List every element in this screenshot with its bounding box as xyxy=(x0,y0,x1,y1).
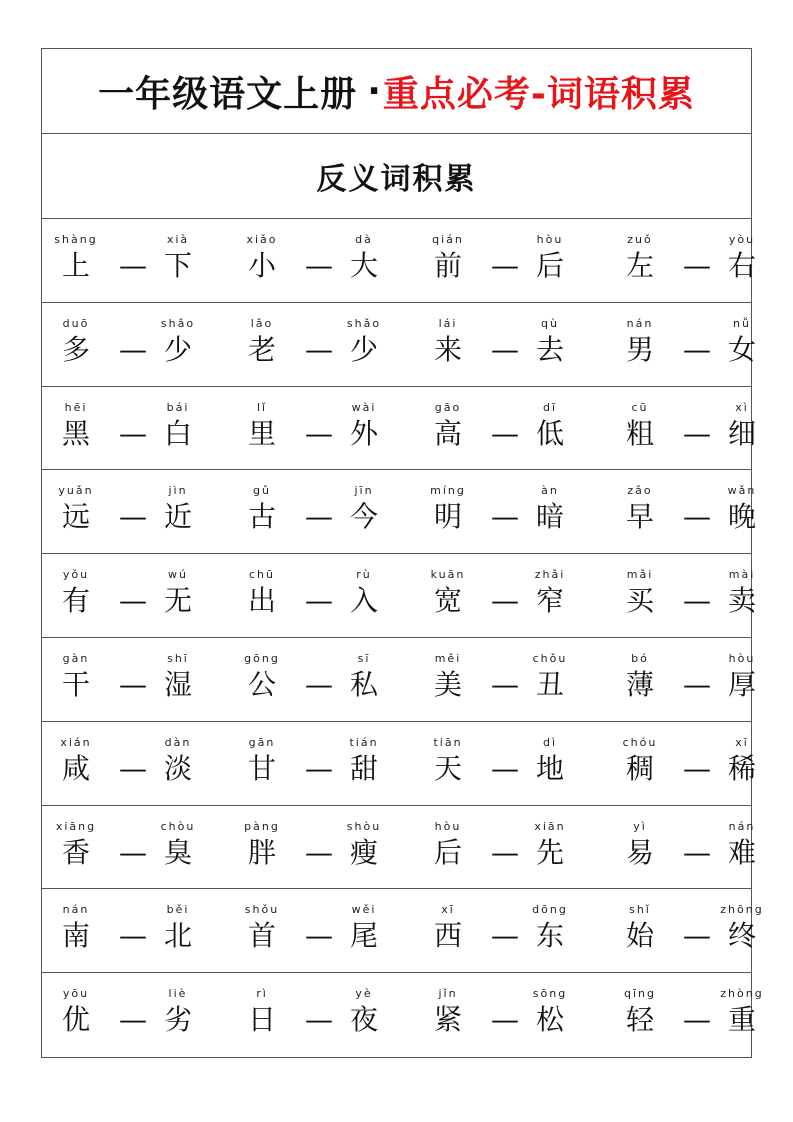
pinyin-second: yè xyxy=(355,987,373,1001)
pinyin-first: qīng xyxy=(624,987,656,1001)
pinyin-first: jǐn xyxy=(438,987,458,1001)
dash-separator: — xyxy=(119,751,147,785)
dash-separator: — xyxy=(491,835,519,869)
antonym-pair xyxy=(612,554,782,637)
antonym-pair xyxy=(420,638,590,721)
antonym-pair xyxy=(612,806,782,889)
dash-separator: — xyxy=(119,667,147,701)
antonym-pair xyxy=(48,387,218,470)
dash-separator: — xyxy=(683,1003,711,1037)
hanzi-first: 左 xyxy=(625,249,654,282)
hanzi-second: 私 xyxy=(349,667,378,701)
antonym-pair xyxy=(234,470,404,553)
dash-separator: — xyxy=(491,500,519,534)
hanzi-second: 晚 xyxy=(727,500,756,534)
pinyin-second: dì xyxy=(542,735,558,749)
pinyin-first: qián xyxy=(432,233,464,246)
dash-separator: — xyxy=(305,919,333,953)
pinyin-first: zǎo xyxy=(627,484,653,498)
antonym-pair xyxy=(234,722,404,805)
hanzi-second: 臭 xyxy=(163,835,192,869)
pinyin-first: xián xyxy=(60,735,92,749)
pinyin-second: bái xyxy=(166,400,190,414)
antonym-pair xyxy=(234,889,404,972)
pinyin-first: gān xyxy=(248,735,276,749)
antonym-pair xyxy=(48,219,218,302)
antonym-pair xyxy=(48,806,218,889)
hanzi-second: 淡 xyxy=(163,751,192,785)
hanzi-first: 多 xyxy=(61,332,90,366)
hanzi-second: 大 xyxy=(349,249,378,282)
dash-separator: — xyxy=(305,332,333,366)
pinyin-first: lǐ xyxy=(256,400,268,414)
pinyin-first: zuǒ xyxy=(627,233,653,246)
pinyin-second: xì xyxy=(735,400,749,414)
pinyin-second: wěi xyxy=(351,903,377,917)
antonym-pair xyxy=(48,889,218,972)
antonym-pair xyxy=(48,554,218,637)
pinyin-second: nǚ xyxy=(733,316,751,330)
pinyin-first: kuān xyxy=(430,568,466,582)
hanzi-second: 夜 xyxy=(349,1003,378,1037)
hanzi-first: 古 xyxy=(247,500,276,534)
pinyin-first: chū xyxy=(249,568,275,582)
hanzi-second: 细 xyxy=(727,416,756,450)
hanzi-first: 粗 xyxy=(625,416,654,450)
dash-separator: — xyxy=(119,584,147,618)
hanzi-first: 轻 xyxy=(625,1003,654,1037)
antonym-pair xyxy=(48,638,218,721)
hanzi-second: 尾 xyxy=(349,919,378,953)
hanzi-second: 东 xyxy=(535,919,564,953)
title-row xyxy=(42,49,751,134)
antonym-pair xyxy=(420,722,590,805)
antonym-pair xyxy=(420,973,590,1057)
pinyin-first: mǎi xyxy=(626,568,654,582)
hanzi-first: 出 xyxy=(247,584,276,618)
hanzi-first: 小 xyxy=(247,249,276,282)
hanzi-second: 甜 xyxy=(349,751,378,785)
dash-separator: — xyxy=(119,919,147,953)
antonym-pair xyxy=(420,889,590,972)
hanzi-second: 少 xyxy=(163,332,192,366)
antonym-pair xyxy=(234,219,404,302)
hanzi-first: 早 xyxy=(625,500,654,534)
pinyin-second: zhòng xyxy=(720,987,764,1001)
pinyin-second: wǎn xyxy=(727,484,757,498)
hanzi-first: 高 xyxy=(433,416,462,450)
pinyin-second: jīn xyxy=(354,484,374,498)
antonym-pair xyxy=(612,470,782,553)
hanzi-second: 右 xyxy=(727,249,756,282)
hanzi-first: 老 xyxy=(247,332,276,366)
antonym-pair xyxy=(612,889,782,972)
pinyin-second: zhōng xyxy=(720,903,764,917)
pinyin-first: lǎo xyxy=(250,316,274,330)
hanzi-first: 南 xyxy=(61,919,90,953)
hanzi-first: 首 xyxy=(247,919,276,953)
hanzi-second: 近 xyxy=(163,500,192,534)
hanzi-second: 瘦 xyxy=(349,835,378,869)
dash-separator: — xyxy=(305,249,333,282)
pinyin-second: xià xyxy=(166,233,190,246)
antonym-row xyxy=(42,722,756,806)
pinyin-first: míng xyxy=(430,484,466,498)
hanzi-first: 后 xyxy=(433,835,462,869)
pinyin-first: měi xyxy=(434,651,462,665)
pinyin-first: yōu xyxy=(62,987,90,1001)
hanzi-first: 干 xyxy=(61,667,90,701)
pinyin-first: hòu xyxy=(434,819,462,833)
dash-separator: — xyxy=(305,751,333,785)
antonym-pair xyxy=(612,387,782,470)
hanzi-first: 公 xyxy=(247,667,276,701)
pinyin-first: hēi xyxy=(64,400,88,414)
hanzi-second: 入 xyxy=(349,584,378,618)
hanzi-first: 咸 xyxy=(61,751,90,785)
pinyin-first: yǒu xyxy=(62,568,90,582)
pinyin-second: sōng xyxy=(532,987,568,1001)
pinyin-first: nán xyxy=(62,903,90,917)
antonym-row xyxy=(42,470,757,554)
hanzi-second: 北 xyxy=(163,919,192,953)
hanzi-first: 明 xyxy=(433,500,462,534)
antonym-pair xyxy=(612,303,782,386)
pinyin-first: xiǎo xyxy=(246,233,278,246)
pinyin-second: àn xyxy=(541,484,559,498)
pinyin-first: xī xyxy=(441,903,455,917)
antonym-pair xyxy=(420,806,590,889)
pinyin-second: hòu xyxy=(536,233,564,246)
dash-separator: — xyxy=(305,584,333,618)
dash-separator: — xyxy=(491,751,519,785)
hanzi-second: 今 xyxy=(349,500,378,534)
antonym-pair xyxy=(420,219,590,302)
pinyin-first: tiān xyxy=(433,735,463,749)
dash-separator: — xyxy=(491,584,519,618)
antonym-row xyxy=(42,387,756,471)
pinyin-second: xī xyxy=(735,735,749,749)
pinyin-first: yì xyxy=(633,819,647,833)
pinyin-second: jìn xyxy=(168,484,188,498)
hanzi-first: 稠 xyxy=(625,751,654,785)
dash-separator: — xyxy=(491,919,519,953)
antonym-pair xyxy=(420,303,590,386)
pinyin-second: nán xyxy=(728,819,756,833)
antonym-pair xyxy=(48,303,218,386)
dash-separator: — xyxy=(491,416,519,450)
hanzi-first: 优 xyxy=(61,1003,90,1037)
hanzi-first: 前 xyxy=(433,249,462,282)
dash-separator: — xyxy=(305,667,333,701)
pinyin-second: wú xyxy=(168,568,188,582)
antonym-pair xyxy=(234,554,404,637)
pinyin-first: shǒu xyxy=(244,903,280,917)
pinyin-second: dà xyxy=(355,233,373,246)
hanzi-second: 丑 xyxy=(535,667,564,701)
dash-separator: — xyxy=(683,500,711,534)
hanzi-second: 低 xyxy=(535,416,564,450)
hanzi-second: 重 xyxy=(727,1003,756,1037)
hanzi-first: 男 xyxy=(625,332,654,366)
antonym-pair xyxy=(612,638,782,721)
dash-separator: — xyxy=(119,835,147,869)
dash-separator: — xyxy=(491,332,519,366)
dash-separator: — xyxy=(683,416,711,450)
pinyin-first: yuǎn xyxy=(58,484,94,498)
hanzi-first: 始 xyxy=(625,919,654,953)
pinyin-first: shàng xyxy=(54,233,98,246)
hanzi-first: 黑 xyxy=(61,416,90,450)
pinyin-second: liè xyxy=(168,987,188,1001)
hanzi-second: 后 xyxy=(535,249,564,282)
pinyin-first: gāo xyxy=(434,400,462,414)
hanzi-second: 地 xyxy=(535,751,564,785)
pinyin-second: sī xyxy=(357,651,371,665)
pinyin-first: bó xyxy=(631,651,649,665)
pinyin-first: xiāng xyxy=(55,819,97,833)
pinyin-second: dōng xyxy=(532,903,568,917)
antonym-pair xyxy=(234,806,404,889)
antonym-pair xyxy=(234,973,404,1057)
pinyin-first: shǐ xyxy=(629,903,651,917)
dash-separator: — xyxy=(683,667,711,701)
hanzi-first: 西 xyxy=(433,919,462,953)
pinyin-second: shǎo xyxy=(160,316,196,330)
antonym-row xyxy=(42,889,764,973)
pinyin-first: gōng xyxy=(244,651,280,665)
hanzi-second: 去 xyxy=(535,332,564,366)
antonym-pair xyxy=(420,554,590,637)
title-grade-book: 一年级语文上册 xyxy=(98,73,358,115)
title-key-topic: 重点必考-词语积累 xyxy=(382,73,695,115)
dash-separator: — xyxy=(683,919,711,953)
subtitle-row xyxy=(42,134,751,219)
hanzi-second: 白 xyxy=(163,416,192,450)
hanzi-first: 紧 xyxy=(433,1003,462,1037)
dash-separator: — xyxy=(305,1003,333,1037)
hanzi-second: 卖 xyxy=(727,584,756,618)
pinyin-second: shòu xyxy=(346,819,382,833)
title-dot: · xyxy=(367,70,381,112)
hanzi-second: 先 xyxy=(535,835,564,869)
antonym-pair xyxy=(420,470,590,553)
pinyin-first: duō xyxy=(62,316,90,330)
hanzi-second: 外 xyxy=(349,416,378,450)
worksheet-table xyxy=(41,48,764,1058)
antonym-row xyxy=(42,554,756,638)
hanzi-second: 少 xyxy=(349,332,378,366)
section-title: 反义词积累 xyxy=(316,162,477,197)
pinyin-first: chóu xyxy=(622,735,658,749)
hanzi-second: 劣 xyxy=(163,1003,192,1037)
pinyin-second: xiān xyxy=(534,819,566,833)
dash-separator: — xyxy=(119,332,147,366)
pinyin-second: chǒu xyxy=(532,651,568,665)
dash-separator: — xyxy=(683,751,711,785)
antonym-pair xyxy=(234,387,404,470)
hanzi-first: 日 xyxy=(247,1003,276,1037)
dash-separator: — xyxy=(305,835,333,869)
antonym-rows xyxy=(42,219,764,1057)
dash-separator: — xyxy=(119,416,147,450)
pinyin-second: hòu xyxy=(728,651,756,665)
dash-separator: — xyxy=(683,332,711,366)
hanzi-first: 薄 xyxy=(625,667,654,701)
dash-separator: — xyxy=(305,416,333,450)
hanzi-first: 上 xyxy=(61,249,90,282)
hanzi-first: 买 xyxy=(625,584,654,618)
hanzi-first: 胖 xyxy=(247,835,276,869)
hanzi-first: 有 xyxy=(61,584,90,618)
pinyin-first: lái xyxy=(438,316,458,330)
antonym-pair xyxy=(612,722,782,805)
dash-separator: — xyxy=(683,249,711,282)
pinyin-second: dī xyxy=(542,400,558,414)
pinyin-first: rì xyxy=(256,987,268,1001)
dash-separator: — xyxy=(119,1003,147,1037)
pinyin-second: běi xyxy=(166,903,190,917)
antonym-pair xyxy=(48,973,218,1057)
dash-separator: — xyxy=(683,584,711,618)
antonym-pair xyxy=(234,638,404,721)
hanzi-first: 天 xyxy=(433,751,462,785)
hanzi-second: 稀 xyxy=(727,751,756,785)
dash-separator: — xyxy=(683,835,711,869)
hanzi-second: 松 xyxy=(535,1003,564,1037)
pinyin-second: mài xyxy=(728,568,756,582)
pinyin-first: pàng xyxy=(244,819,280,833)
pinyin-second: dàn xyxy=(164,735,192,749)
dash-separator: — xyxy=(491,1003,519,1037)
antonym-pair xyxy=(48,722,218,805)
pinyin-second: chòu xyxy=(160,819,196,833)
hanzi-second: 女 xyxy=(727,332,756,366)
antonym-row xyxy=(42,219,756,303)
antonym-row xyxy=(42,303,756,387)
hanzi-first: 易 xyxy=(625,835,654,869)
pinyin-second: zhǎi xyxy=(534,568,566,582)
pinyin-second: shī xyxy=(167,651,189,665)
antonym-row xyxy=(42,806,756,890)
pinyin-second: shǎo xyxy=(346,316,382,330)
hanzi-second: 终 xyxy=(727,919,756,953)
antonym-pair xyxy=(420,387,590,470)
hanzi-first: 里 xyxy=(247,416,276,450)
pinyin-second: rù xyxy=(356,568,372,582)
hanzi-first: 香 xyxy=(61,835,90,869)
pinyin-second: tián xyxy=(349,735,379,749)
dash-separator: — xyxy=(119,249,147,282)
hanzi-first: 甘 xyxy=(247,751,276,785)
antonym-pair xyxy=(612,973,782,1057)
pinyin-first: cū xyxy=(631,400,649,414)
antonym-row xyxy=(42,638,756,722)
pinyin-second: wài xyxy=(351,400,377,414)
hanzi-second: 厚 xyxy=(727,667,756,701)
pinyin-second: qù xyxy=(541,316,559,330)
hanzi-second: 湿 xyxy=(163,667,192,701)
hanzi-second: 暗 xyxy=(535,500,564,534)
hanzi-first: 远 xyxy=(61,500,90,534)
hanzi-second: 窄 xyxy=(535,584,564,618)
hanzi-second: 难 xyxy=(727,835,756,869)
antonym-pair xyxy=(48,470,218,553)
pinyin-second: yòu xyxy=(728,233,756,246)
antonym-pair xyxy=(234,303,404,386)
hanzi-second: 无 xyxy=(163,584,192,618)
dash-separator: — xyxy=(491,249,519,282)
dash-separator: — xyxy=(491,667,519,701)
hanzi-second: 下 xyxy=(163,249,192,282)
dash-separator: — xyxy=(305,500,333,534)
antonym-row xyxy=(42,973,764,1057)
hanzi-first: 来 xyxy=(433,332,462,366)
hanzi-first: 美 xyxy=(433,667,462,701)
pinyin-first: nán xyxy=(626,316,654,330)
dash-separator: — xyxy=(119,500,147,534)
pinyin-first: gàn xyxy=(62,651,90,665)
antonym-pair xyxy=(612,219,782,302)
pinyin-first: gǔ xyxy=(253,484,271,498)
hanzi-first: 宽 xyxy=(433,584,462,618)
